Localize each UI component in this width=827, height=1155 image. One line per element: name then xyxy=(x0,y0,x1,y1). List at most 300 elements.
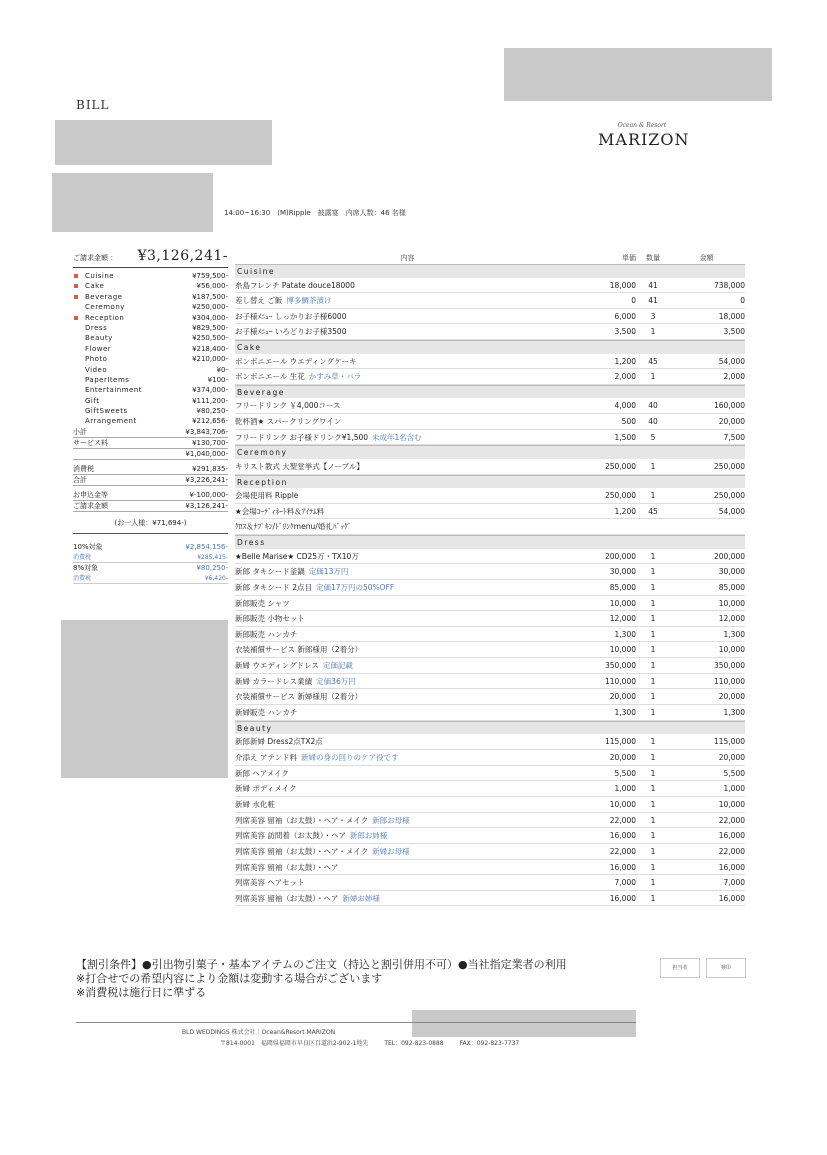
category-value: ¥304,000- xyxy=(192,313,228,322)
footer-tel: TEL：092-823-0888 xyxy=(384,1040,444,1047)
grand-total xyxy=(73,248,228,268)
table-row xyxy=(235,430,745,446)
category-label: Beauty xyxy=(85,334,113,343)
item-name: 新婦 ウエディングドレス xyxy=(235,661,319,671)
item-qty: 1 xyxy=(650,799,656,809)
item-amount: 115,000 xyxy=(713,737,745,747)
table-row xyxy=(235,564,745,580)
subtotal-value: ¥3,843,706- xyxy=(185,427,228,436)
item-amount: 160,000 xyxy=(713,401,745,411)
service-value: ¥130,700- xyxy=(192,438,228,447)
item-name: 会場使用料 Ripple xyxy=(235,491,299,501)
table-row xyxy=(235,813,745,829)
item-qty: 1 xyxy=(650,752,656,762)
item-description xyxy=(235,293,580,308)
item-qty: 1 xyxy=(650,372,656,382)
item-unit-price: 16,000 xyxy=(609,862,636,872)
category-name xyxy=(73,375,129,385)
category-label: Dress xyxy=(85,323,108,332)
item-description xyxy=(235,596,580,611)
item-name: 新郎販売 シャツ xyxy=(235,598,290,608)
table-row xyxy=(235,705,745,721)
item-description xyxy=(235,813,580,828)
tax-amount-row xyxy=(73,574,228,584)
category-label: Ceremony xyxy=(85,303,125,312)
item-name: 列席美容 留袖（お太鼓）・ヘア・メイク xyxy=(235,815,369,825)
document-title: BILL xyxy=(76,98,110,112)
table-row xyxy=(235,398,745,414)
category-name xyxy=(73,416,137,426)
table-row xyxy=(235,781,745,797)
item-qty: 41 xyxy=(648,280,658,290)
item-unit-price: 4,000 xyxy=(614,401,636,411)
item-qty: 1 xyxy=(650,831,656,841)
tax-amount-value: ¥6,420- xyxy=(204,574,228,582)
redacted-block xyxy=(55,120,272,165)
item-note: 新郎お姉様 xyxy=(349,831,388,841)
item-name: お子様ﾒﾆｭｰ いろどりお子様3500 xyxy=(235,327,347,337)
item-amount: 350,000 xyxy=(713,661,745,671)
item-name: 新婦 水化粧 xyxy=(235,799,275,809)
table-row xyxy=(235,278,745,294)
category-value: ¥56,000- xyxy=(196,282,228,291)
table-row xyxy=(235,414,745,430)
item-qty: 1 xyxy=(650,629,656,639)
item-unit-price: 500 xyxy=(621,417,636,427)
item-qty: 1 xyxy=(650,878,656,888)
total-label: 合計 xyxy=(73,475,87,484)
table-row xyxy=(235,658,745,674)
item-description xyxy=(235,750,580,765)
category-name xyxy=(73,333,113,343)
billed-value: ¥3,126,241- xyxy=(185,501,228,510)
extra-value: ¥1,040,000- xyxy=(185,449,228,458)
stamp-box-staff: 担当者 xyxy=(660,958,700,978)
item-unit-price: 3,500 xyxy=(614,327,636,337)
item-unit-price: 1,300 xyxy=(614,708,636,718)
category-name xyxy=(73,313,124,323)
table-row xyxy=(235,875,745,891)
category-row xyxy=(73,313,228,323)
item-amount: 16,000 xyxy=(718,862,745,872)
item-description xyxy=(235,519,580,534)
table-row xyxy=(235,293,745,309)
item-amount: 20,000 xyxy=(718,752,745,762)
item-amount: 738,000 xyxy=(713,280,745,290)
item-description xyxy=(235,797,580,812)
item-amount: 10,000 xyxy=(718,645,745,655)
category-label: Beverage xyxy=(85,292,123,301)
item-qty: 45 xyxy=(648,356,658,366)
item-name: 介添え アテンド料 xyxy=(235,752,298,762)
category-value: ¥187,500- xyxy=(192,292,228,301)
category-marker-icon xyxy=(74,295,78,299)
billing-summary xyxy=(73,248,228,584)
tax-target-value: ¥2,854,156- xyxy=(185,542,228,551)
table-row xyxy=(235,891,745,907)
table-row xyxy=(235,549,745,565)
item-unit-price: 10,000 xyxy=(609,799,636,809)
item-name: 新郎新婦 Dress2点TX2点 xyxy=(235,737,323,747)
tax-amount-label: 消費税 xyxy=(73,553,92,561)
item-name: 新婦 ボディメイク xyxy=(235,784,297,794)
item-note: 新婦の身の回りのケア役です xyxy=(301,752,399,762)
item-amount: 18,000 xyxy=(718,311,745,321)
discount-conditions xyxy=(76,958,646,1000)
item-unit-price: 16,000 xyxy=(609,831,636,841)
item-unit-price: 20,000 xyxy=(609,752,636,762)
tax-target-row xyxy=(73,542,228,553)
item-note: 定価36万円 xyxy=(316,676,356,686)
brand-name: MARIZON xyxy=(598,130,690,149)
category-value: ¥212,656- xyxy=(192,417,228,426)
category-value: ¥250,000- xyxy=(192,303,228,312)
category-label: Entertainment xyxy=(85,386,143,395)
item-unit-price: 250,000 xyxy=(604,491,636,501)
item-unit-price: 10,000 xyxy=(609,598,636,608)
service-row xyxy=(73,438,228,449)
category-value: ¥250,500- xyxy=(192,334,228,343)
item-description xyxy=(235,459,580,474)
table-row xyxy=(235,504,745,520)
item-unit-price: 6,000 xyxy=(614,311,636,321)
item-description xyxy=(235,674,580,689)
table-row xyxy=(235,488,745,504)
item-unit-price: 18,000 xyxy=(609,280,636,290)
category-label: Arrangement xyxy=(85,417,137,426)
item-name: 列席美容 留袖（お太鼓）・ヘア・メイク xyxy=(235,846,369,856)
item-unit-price: 30,000 xyxy=(609,567,636,577)
tax-breakdown xyxy=(73,542,228,584)
item-amount: 54,000 xyxy=(718,506,745,516)
item-description xyxy=(235,504,580,519)
item-description xyxy=(235,860,580,875)
item-unit-price: 16,000 xyxy=(609,893,636,903)
redacted-block xyxy=(52,173,213,232)
item-name: 新郎 タキシード釜鍋 xyxy=(235,567,305,577)
category-value: ¥759,500- xyxy=(192,272,228,280)
footer-company: BLD WEDDINGS 株式会社｜Ocean&Resort MARIZON xyxy=(182,1029,336,1036)
item-note: 新婦お姉様 xyxy=(342,893,380,903)
item-description xyxy=(235,611,580,626)
item-amount: 54,000 xyxy=(718,356,745,366)
item-unit-price: 10,000 xyxy=(609,645,636,655)
item-qty: 1 xyxy=(650,784,656,794)
item-name: ★Belle Marise★ CD25万・TX10万 xyxy=(235,551,359,561)
category-label: GiftSweets xyxy=(85,407,128,416)
category-row xyxy=(73,385,228,395)
category-row xyxy=(73,416,228,426)
item-description xyxy=(235,875,580,890)
item-name: 乾杯酒★ スパークリングワイン xyxy=(235,417,342,427)
item-amount: 250,000 xyxy=(713,461,745,471)
section-header: Cake xyxy=(235,340,745,354)
item-amount: 10,000 xyxy=(718,598,745,608)
subtotal-label: 小計 xyxy=(73,427,87,436)
item-name: 新婦販売 ハンカチ xyxy=(235,708,298,718)
item-qty: 40 xyxy=(648,417,658,427)
category-value: ¥829,500- xyxy=(192,323,228,332)
item-amount: 20,000 xyxy=(718,692,745,702)
item-note: 新郎お母様 xyxy=(372,815,410,825)
item-amount: 1,000 xyxy=(723,784,745,794)
item-name: ボンボニエール 生花 xyxy=(235,372,305,382)
item-description xyxy=(235,309,580,324)
item-note: 定価記載 xyxy=(322,661,353,671)
item-qty: 1 xyxy=(650,582,656,592)
item-description xyxy=(235,580,580,595)
item-qty: 1 xyxy=(650,645,656,655)
billed-row xyxy=(73,501,228,512)
item-description xyxy=(235,324,580,339)
category-name xyxy=(73,385,142,395)
item-qty: 1 xyxy=(650,661,656,671)
item-unit-price: 350,000 xyxy=(604,661,636,671)
item-amount: 3,500 xyxy=(723,327,745,337)
item-amount: 1,300 xyxy=(723,629,745,639)
item-description xyxy=(235,488,580,503)
category-label: Cake xyxy=(85,282,105,291)
tax-target-value: ¥80,250- xyxy=(196,563,228,572)
table-row xyxy=(235,580,745,596)
table-row xyxy=(235,324,745,340)
section-header: Cuisine xyxy=(235,264,745,278)
redacted-block xyxy=(61,620,228,778)
item-unit-price: 22,000 xyxy=(609,846,636,856)
item-amount: 7,500 xyxy=(723,432,745,442)
table-row xyxy=(235,627,745,643)
category-marker-icon xyxy=(74,274,78,278)
item-note: 定価13万円 xyxy=(308,567,349,577)
item-amount: 10,000 xyxy=(718,799,745,809)
deposit-value: ¥-100,000- xyxy=(189,490,228,499)
category-name xyxy=(73,396,99,406)
table-row xyxy=(235,642,745,658)
item-amount: 110,000 xyxy=(713,676,745,686)
section-header: Reception xyxy=(235,475,745,489)
item-name: キリスト教式 大聖堂挙式【ノーブル】 xyxy=(235,461,364,471)
item-qty: 1 xyxy=(650,551,656,561)
item-description xyxy=(235,278,580,293)
item-unit-price: 250,000 xyxy=(604,461,636,471)
item-amount: 85,000 xyxy=(718,582,745,592)
table-row xyxy=(235,844,745,860)
item-name: ボンボニエール ウエディングケーキ xyxy=(235,356,357,366)
item-unit-price: 115,000 xyxy=(604,737,636,747)
item-unit-price: 1,000 xyxy=(614,784,636,794)
item-name: フリードリンク ￥4,000コース xyxy=(235,401,341,411)
item-name: 衣装補償サービス 新郎様用（2着分） xyxy=(235,645,363,655)
table-row xyxy=(235,596,745,612)
condition-line: ※消費税は施行日に準ずる xyxy=(76,986,207,999)
item-unit-price: 1,200 xyxy=(614,506,636,516)
category-row xyxy=(73,344,228,354)
category-value: ¥210,000- xyxy=(192,355,228,364)
category-name xyxy=(73,406,128,416)
table-row xyxy=(235,309,745,325)
grand-total-label: ご請求金額 ： xyxy=(73,254,118,262)
item-qty: 1 xyxy=(650,676,656,686)
item-unit-price: 12,000 xyxy=(609,614,636,624)
category-row xyxy=(73,396,228,406)
item-unit-price: 110,000 xyxy=(604,676,636,686)
table-row xyxy=(235,828,745,844)
category-row xyxy=(73,354,228,364)
item-amount: 1,300 xyxy=(723,708,745,718)
table-row xyxy=(235,519,745,535)
table-row xyxy=(235,674,745,690)
item-qty: 1 xyxy=(650,815,656,825)
condition-line: 【割引条件】●引出物引菓子・基本アイテムのご注文（持込と割引併用不可）●当社指定業者の利用 xyxy=(76,958,567,971)
item-amount: 30,000 xyxy=(718,567,745,577)
tax-row xyxy=(73,464,228,475)
item-amount: 16,000 xyxy=(718,893,745,903)
category-row xyxy=(73,333,228,343)
item-qty: 1 xyxy=(650,567,656,577)
item-description xyxy=(235,430,580,445)
item-name: 新郎販売 ハンカチ xyxy=(235,629,298,639)
items-table xyxy=(235,253,745,906)
item-name: 列席美容 留袖（お太鼓）・ヘア xyxy=(235,862,339,872)
category-value: ¥111,200- xyxy=(192,396,228,405)
item-amount: 7,000 xyxy=(723,878,745,888)
table-body xyxy=(235,264,745,906)
category-name xyxy=(73,344,111,354)
table-row xyxy=(235,369,745,385)
item-name: お子様ﾒﾆｭｰ しっかりお子様6000 xyxy=(235,311,347,321)
item-amount: 250,000 xyxy=(713,491,745,501)
category-label: Video xyxy=(85,365,108,374)
item-description xyxy=(235,689,580,704)
item-amount xyxy=(668,519,745,534)
item-name: 糸島フレンチ Patate douce18000 xyxy=(235,280,355,290)
category-label: Gift xyxy=(85,396,100,405)
item-amount: 0 xyxy=(740,296,745,306)
item-qty: 1 xyxy=(650,327,656,337)
item-unit-price: 200,000 xyxy=(604,551,636,561)
item-qty: 1 xyxy=(650,708,656,718)
item-unit-price: 20,000 xyxy=(609,692,636,702)
item-name: 列席美容 訪問着（お太鼓）・ヘア xyxy=(235,831,346,841)
item-qty: 1 xyxy=(650,614,656,624)
category-value: ¥100- xyxy=(207,375,228,384)
item-name: 差し替え ご飯 xyxy=(235,296,283,306)
item-name: ★会場ｺｰﾃﾞｨﾈｰﾄ料＆ｱｲﾃﾑ料 xyxy=(235,506,325,516)
item-unit-price: 85,000 xyxy=(609,582,636,592)
item-amount: 2,000 xyxy=(723,372,745,382)
tax-label: 消費税 xyxy=(73,464,94,473)
item-qty: 1 xyxy=(650,598,656,608)
tax-target-label: 8%対象 xyxy=(73,563,99,572)
item-amount: 20,000 xyxy=(718,417,745,427)
footer-address: 〒814-0001 福岡県福岡市早良区百道浜2-902-1地先 xyxy=(220,1040,369,1047)
header-qty: 数量 xyxy=(646,254,660,262)
item-name: ｸﾛｽ＆ﾅﾌﾟｷﾝ/ﾄﾞﾘﾝｸmenu/婚礼ﾊﾞｯｸﾞ xyxy=(235,522,352,532)
section-header: Beauty xyxy=(235,721,745,735)
item-note: 未成年1名含む xyxy=(372,432,422,442)
redacted-block xyxy=(504,48,772,101)
item-qty: 1 xyxy=(650,768,656,778)
item-note: 定価17万円の50%OFF xyxy=(315,582,395,592)
deposit-label: お申込金等 xyxy=(73,490,108,499)
table-row xyxy=(235,354,745,370)
brand-logo xyxy=(598,122,690,149)
item-unit-price: 7,000 xyxy=(614,878,636,888)
category-value: ¥0- xyxy=(216,365,228,374)
item-description xyxy=(235,658,580,673)
per-person: (お一人様：¥71,694-) xyxy=(73,518,228,534)
category-label: Photo xyxy=(85,355,108,364)
item-name: 新婦 カラードレス業績 xyxy=(235,676,313,686)
total-value: ¥3,226,241- xyxy=(185,475,228,484)
category-value: ¥80,250- xyxy=(196,407,228,416)
category-value: ¥374,000- xyxy=(192,386,228,395)
stamp-box-approval: 検印 xyxy=(706,958,746,978)
item-qty: 1 xyxy=(650,893,656,903)
item-name: 衣装補償サービス 新婦様用（2着分） xyxy=(235,692,363,702)
subtotal-row xyxy=(73,427,228,438)
category-label: Flower xyxy=(85,344,112,353)
billed-label: ご請求金額 xyxy=(73,501,108,510)
category-row xyxy=(73,292,228,302)
item-unit-price xyxy=(580,519,638,534)
item-unit-price: 1,500 xyxy=(614,432,636,442)
item-description xyxy=(235,844,580,859)
table-row xyxy=(235,734,745,750)
item-description xyxy=(235,354,580,369)
header-unit-price: 単価 xyxy=(622,254,636,262)
table-row xyxy=(235,766,745,782)
category-value: ¥218,400- xyxy=(192,344,228,353)
item-description xyxy=(235,369,580,384)
category-row xyxy=(73,281,228,291)
item-amount: 12,000 xyxy=(718,614,745,624)
header-content: 内容 xyxy=(400,254,415,262)
tax-amount-value: ¥285,415- xyxy=(197,553,228,561)
category-name xyxy=(73,281,104,291)
item-note: 博多鯛茶漬け xyxy=(286,296,332,306)
item-description xyxy=(235,734,580,749)
category-label: Cuisine xyxy=(85,272,115,280)
item-qty: 1 xyxy=(650,737,656,747)
item-description xyxy=(235,766,580,781)
item-qty: 40 xyxy=(648,401,658,411)
service-label: サービス料 xyxy=(73,438,108,447)
category-name xyxy=(73,302,125,312)
category-list xyxy=(73,271,228,427)
category-name xyxy=(73,365,107,375)
item-description xyxy=(235,705,580,720)
item-unit-price: 22,000 xyxy=(609,815,636,825)
item-description xyxy=(235,642,580,657)
table-header xyxy=(235,253,745,264)
category-name xyxy=(73,271,114,281)
total-row xyxy=(73,475,228,486)
item-qty: 5 xyxy=(650,432,656,442)
table-row xyxy=(235,750,745,766)
item-name: 新郎 タキシード 2点目 xyxy=(235,582,312,592)
category-name xyxy=(73,354,107,364)
item-name: フリードリンク お子様ドリンク¥1,500 xyxy=(235,432,369,442)
item-name: 新郎販売 小物セット xyxy=(235,614,305,624)
item-unit-price: 1,200 xyxy=(614,356,636,366)
table-row xyxy=(235,797,745,813)
category-row xyxy=(73,406,228,416)
category-row xyxy=(73,323,228,333)
category-row xyxy=(73,302,228,312)
item-amount: 22,000 xyxy=(718,846,745,856)
item-name: 列席美容 ヘアセット xyxy=(235,878,305,888)
